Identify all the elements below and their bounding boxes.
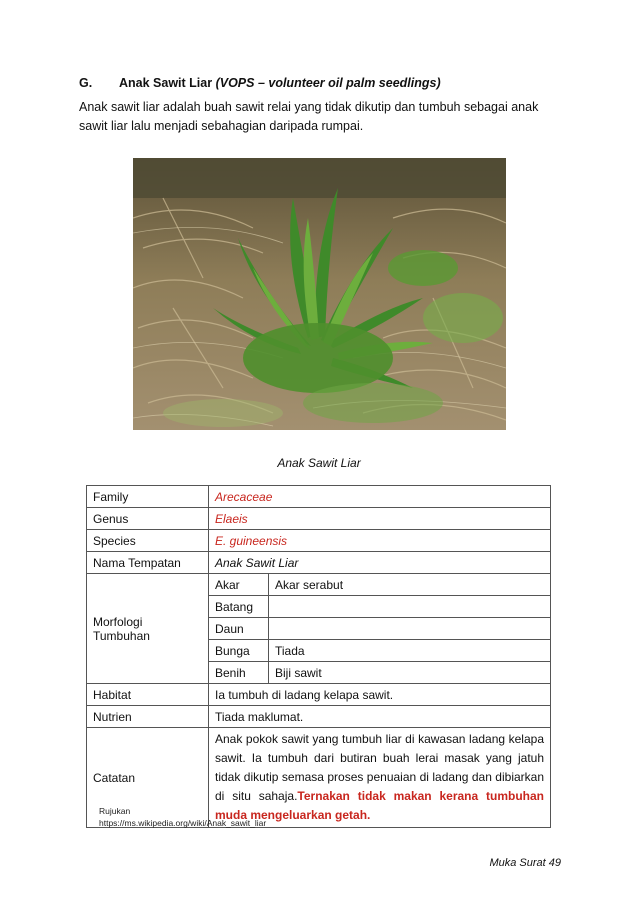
genus-value: Elaeis (209, 508, 551, 530)
morphology-label (87, 574, 209, 684)
reference-link[interactable]: https://ms.wikipedia.org/wiki/Anak_sawit_liar (99, 818, 267, 828)
section-title: Anak Sawit Liar (119, 76, 213, 90)
species-value: E. guineensis (209, 530, 551, 552)
morph-part: Batang (209, 596, 269, 618)
references-label: Rujukan (99, 806, 131, 816)
table-row-habitat (87, 684, 551, 706)
palm-seedling-photo (133, 158, 506, 430)
local-name-value: Anak Sawit Liar (209, 552, 551, 574)
morph-value: Tiada (269, 640, 551, 662)
section-title-italic: (VOPS – volunteer oil palm seedlings) (215, 76, 441, 90)
species-label: Species (87, 530, 209, 552)
section-letter: G. (79, 76, 93, 90)
nutrient-value: Tiada maklumat. (209, 706, 551, 728)
table-row-nutrient (87, 706, 551, 728)
morph-value: Biji sawit (269, 662, 551, 684)
intro-paragraph: Anak sawit liar adalah buah sawit relai yang tidak dikutip dan tumbuh sebagai anak sawit liar lalu menjadi sebahagian daripada rumpai. (79, 100, 539, 133)
morph-value: Akar serabut (269, 574, 551, 596)
morphology-label-line2: Tumbuhan (93, 628, 150, 643)
notes-text: Anak pokok sawit yang tumbuh liar di kawasan ladang kelapa sawit. Ia tumbuh dari butiran buah lerai masak yang jatuh tidak dikutip semasa proses penuaian di ladang dan dibiarkan di situ sahaja. (215, 732, 544, 803)
nutrient-label: Nutrien (87, 706, 209, 728)
morph-part: Akar (209, 574, 269, 596)
figure-caption: Anak Sawit Liar (277, 456, 361, 470)
photo-illustration (133, 158, 506, 430)
morph-value (269, 618, 551, 640)
plant-info-table (86, 485, 551, 828)
section-heading (79, 76, 441, 90)
morph-part: Benih (209, 662, 269, 684)
table-row-species (87, 530, 551, 552)
habitat-label: Habitat (87, 684, 209, 706)
genus-label: Genus (87, 508, 209, 530)
morph-value (269, 596, 551, 618)
morphology-label-line1: Morfologi (93, 614, 143, 629)
table-row-genus (87, 508, 551, 530)
morph-part: Daun (209, 618, 269, 640)
page-number: Muka Surat 49 (489, 857, 561, 869)
local-name-label: Nama Tempatan (87, 552, 209, 574)
references (99, 805, 266, 829)
family-value: Arecaceae (209, 486, 551, 508)
table-row-local-name (87, 552, 551, 574)
notes-label: Catatan (87, 728, 209, 828)
family-label: Family (87, 486, 209, 508)
notes-warning: Ternakan tidak makan kerana tumbuhan muda mengeluarkan getah. (215, 789, 544, 822)
habitat-value: Ia tumbuh di ladang kelapa sawit. (209, 684, 551, 706)
table-row-family (87, 486, 551, 508)
table-row-morphology (87, 574, 551, 596)
morph-part: Bunga (209, 640, 269, 662)
